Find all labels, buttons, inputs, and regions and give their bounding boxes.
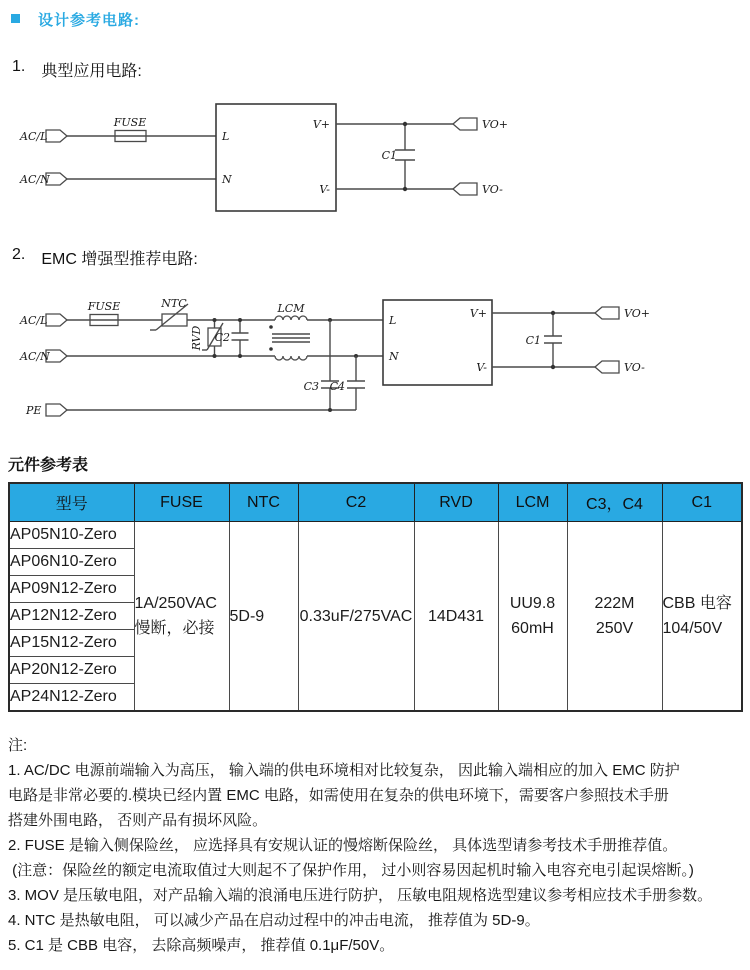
section-2-title: [12, 246, 198, 269]
rvd-label: RVD: [190, 325, 203, 351]
section-1-label: 典型应用电路:: [41, 63, 142, 80]
terminal-ac-n: [19, 173, 67, 186]
c3c4-value-cell: [567, 522, 662, 712]
terminal-pe: [25, 404, 67, 417]
module-vminus-pin-label: V-: [319, 183, 330, 196]
components-table: [8, 482, 743, 712]
header-model: 型号: [9, 483, 134, 522]
header-c3c4: C3，C4: [567, 483, 662, 522]
vo-plus-label: VO+: [482, 118, 508, 131]
fuse-label: FUSE: [113, 116, 147, 129]
notes-label: 注:: [8, 737, 28, 754]
lcm-label: LCM: [277, 302, 305, 315]
ntc-label: NTC: [161, 297, 187, 310]
model-cell: AP12N12-Zero: [9, 603, 134, 630]
c1-value-cell: [662, 522, 742, 712]
notes-section: [8, 733, 748, 958]
emc-enhanced-circuit-diagram: [10, 288, 670, 433]
vo-minus-label: VO-: [482, 183, 503, 196]
note-line: 1. AC/DC 电源前端输入为高压， 输入端的供电环境相对比较复杂， 因此输入端相应的加入 EMC 防护: [8, 762, 680, 779]
c4-label: C4: [329, 380, 345, 393]
section-2-number: 2.: [12, 246, 26, 263]
model-cell: AP15N12-Zero: [9, 630, 134, 657]
input-wires: [66, 136, 216, 179]
vo-plus-label: VO+: [624, 307, 650, 320]
c2-value-cell: [298, 522, 414, 712]
model-cell: AP09N12-Zero: [9, 576, 134, 603]
fuse-symbol: [87, 300, 120, 326]
capacitor-c1-symbol: [382, 122, 415, 191]
terminal-vo-plus: [595, 307, 650, 320]
terminal-vo-minus: [595, 361, 645, 374]
ac-n-label: AC/N: [20, 173, 50, 186]
header-fuse: FUSE: [134, 483, 229, 522]
lcm-common-mode-choke-symbol: [269, 302, 310, 360]
fuse-value-cell: [134, 522, 229, 712]
model-cell: AP06N10-Zero: [9, 549, 134, 576]
power-module-box: [383, 300, 492, 385]
ntc-value: 5D-9: [229, 607, 265, 625]
fuse-symbol: [113, 116, 146, 142]
model-cell: AP20N12-Zero: [9, 657, 134, 684]
module-l-pin-label: L: [222, 130, 230, 143]
terminal-vo-plus: [453, 118, 508, 131]
note-line: (注意：保险丝的额定电流取值过大则起不了保护作用， 过小则容易因起机时输入电容充电引起误熔断。): [8, 862, 694, 879]
capacitor-c2-symbol: [215, 318, 249, 358]
c1-label: C1: [381, 149, 397, 162]
output-wires: [492, 313, 595, 367]
module-n-pin-label: N: [389, 350, 399, 363]
note-line: 电路是非常必要的.模块已经内置 EMC 电路，如需使用在复杂的供电环境下，需要客户参照技术手册: [8, 787, 669, 804]
note-line: 3. MOV 是压敏电阻，对产品输入端的浪涌电压进行防护， 压敏电阻规格选型建议参考相应技术手册参数。: [8, 887, 713, 904]
terminal-ac-n: [19, 350, 67, 363]
module-n-pin-label: N: [222, 173, 232, 186]
pe-label: PE: [26, 404, 42, 417]
table-row: [9, 522, 742, 549]
c2-value: 0.33uF/275VAC: [299, 607, 413, 625]
note-line: 2. FUSE 是输入侧保险丝， 应选择具有安规认证的慢熔断保险丝， 具体选型请参考技术手册推荐值。: [8, 837, 678, 854]
ac-l-label: AC/L: [20, 314, 48, 327]
ac-l-label: AC/L: [20, 130, 48, 143]
header-rvd: RVD: [414, 483, 498, 522]
model-cell: AP24N12-Zero: [9, 684, 134, 712]
terminal-vo-minus: [453, 183, 503, 196]
note-line: 搭建外围电路， 否则产品有损坏风险。: [8, 812, 268, 829]
power-module-box: [216, 104, 336, 211]
c2-label: C2: [214, 331, 230, 344]
fuse-label: FUSE: [87, 300, 121, 313]
header-ntc: NTC: [229, 483, 298, 522]
model-cell: AP05N10-Zero: [9, 522, 134, 549]
capacitor-c4-symbol: [330, 354, 365, 410]
component-table-title: 元件参考表: [8, 457, 89, 474]
terminal-ac-l: [19, 314, 67, 327]
module-vminus-pin-label: V-: [476, 361, 487, 374]
rvd-value: 14D431: [427, 607, 485, 625]
fuse-value-line: 慢断，必接: [134, 620, 215, 637]
module-l-pin-label: L: [389, 314, 397, 327]
rvd-value-cell: [414, 522, 498, 712]
lcm-value-line: 60mH: [511, 620, 554, 637]
blue-square-bullet-icon: [11, 14, 20, 23]
page-title: 设计参考电路:: [38, 12, 140, 29]
header-lcm: LCM: [498, 483, 567, 522]
header-c1: C1: [662, 483, 742, 522]
c3c4-value-line: 250V: [595, 620, 634, 637]
module-vplus-pin-label: V+: [312, 118, 330, 131]
c3-label: C3: [303, 380, 319, 393]
section-1-number: 1.: [12, 58, 26, 75]
c3c4-value-line: 222M: [594, 595, 635, 612]
vo-minus-label: VO-: [624, 361, 645, 374]
typical-application-circuit-diagram: [10, 95, 510, 235]
fuse-value-line: 1A/250VAC: [134, 595, 217, 612]
c1-label: C1: [525, 334, 541, 347]
c1-value-line: CBB 电容: [662, 595, 732, 612]
note-line: 5. C1 是 CBB 电容， 去除高频噪声， 推荐值 0.1μF/50V。: [8, 937, 395, 954]
note-line: 4. NTC 是热敏电阻， 可以减少产品在启动过程中的冲击电流， 推荐值为 5D-9。: [8, 912, 540, 929]
header-c2: C2: [298, 483, 414, 522]
capacitor-c3-symbol: [304, 318, 339, 412]
ntc-thermistor-symbol: [150, 297, 188, 330]
table-header-row: [9, 483, 742, 522]
capacitor-c1-symbol: [526, 311, 562, 369]
module-vplus-pin-label: V+: [469, 307, 487, 320]
lcm-value-line: UU9.8: [509, 595, 556, 612]
c1-value-line: 104/50V: [662, 620, 723, 637]
ntc-value-cell: [229, 522, 298, 712]
section-1-title: [12, 58, 142, 81]
lcm-value-cell: [498, 522, 567, 712]
terminal-ac-l: [19, 130, 67, 143]
ac-n-label: AC/N: [20, 350, 50, 363]
section-2-label: EMC 增强型推荐电路:: [41, 251, 198, 268]
